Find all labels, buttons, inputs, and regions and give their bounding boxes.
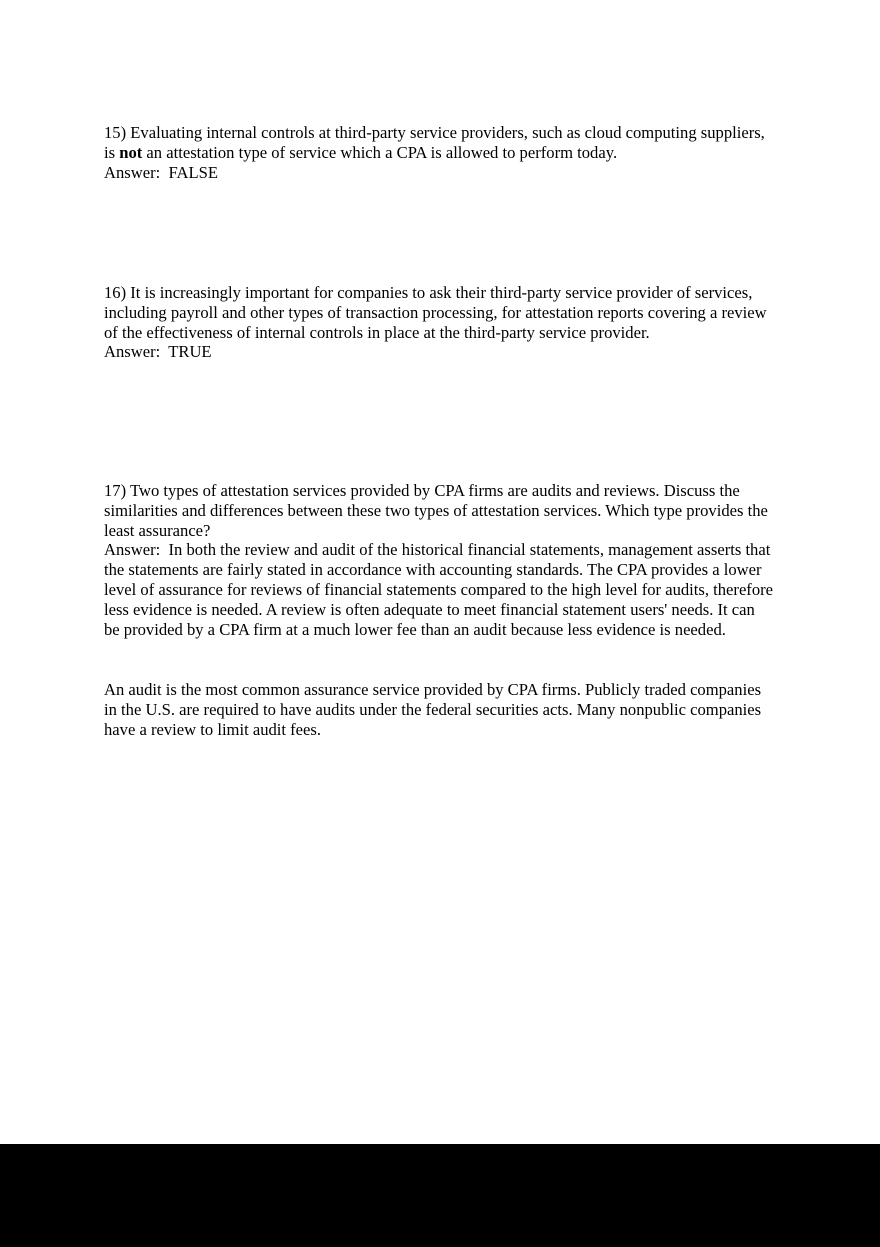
answer-line [104, 342, 774, 362]
question-17 [104, 481, 774, 639]
answer-paragraph: An audit is the most common assurance service provided by CPA firms. Publicly traded companies in the U.S. are required to have audits under the federal securities acts. Many nonpublic companies have a review to limit audit fees. [104, 680, 762, 739]
question-text [104, 123, 774, 163]
question-text [104, 283, 774, 342]
question-text-part: It is increasingly important for companies to ask their third-party service provider of services, including payroll and other types of transaction processing, for attestation reports covering a review of the effectiveness of internal controls in place at the third-party service provider. [104, 283, 767, 342]
question-15 [104, 123, 774, 182]
answer-value: In both the review and audit of the historical financial statements, management asserts that the statements are fairly stated in accordance with accounting standards. The CPA provides a lower level of assurance for reviews of financial statements compared to the high level for audits, therefore less evidence is needed. A review is often adequate to meet financial statement users' needs. It can be provided by a CPA firm at a much lower fee than an audit because less evidence is needed. [104, 540, 774, 639]
answer-value: FALSE [168, 162, 219, 182]
question-17-answer-paragraph-2 [104, 680, 774, 739]
question-text-part: Evaluating internal controls at third-party service providers, such as cloud computing suppliers, is [104, 123, 765, 162]
answer-value: TRUE [168, 342, 212, 362]
question-text-part: an attestation type of service which a CPA is allowed to perform today. [142, 142, 618, 162]
bottom-black-bar [0, 1144, 880, 1247]
question-number: 15) [104, 123, 127, 142]
answer-label: Answer: [104, 162, 161, 182]
question-number: 17) [104, 481, 127, 500]
answer-line [104, 540, 774, 639]
emphasis-text: not [119, 142, 143, 162]
answer-label: Answer: [104, 342, 161, 362]
question-text-part: Two types of attestation services provided by CPA firms are audits and reviews. Discuss the similarities and differences between these two types of attestation services. Which type provides the least assurance? [104, 481, 768, 540]
question-number: 16) [104, 283, 127, 302]
answer-line [104, 163, 774, 183]
question-16 [104, 283, 774, 362]
question-text [104, 481, 774, 540]
answer-label: Answer: [104, 540, 161, 560]
